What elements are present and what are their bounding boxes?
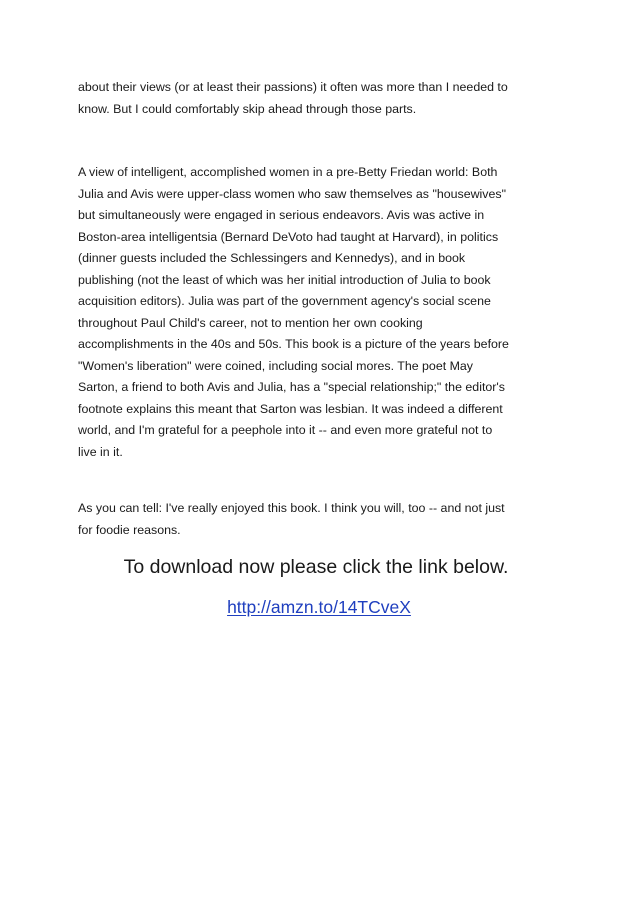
text-line: footnote explains this meant that Sarton was lesbian. It was indeed a different [78, 401, 503, 416]
text-line: about their views (or at least their passions) it often was more than I needed to [78, 80, 508, 94]
text-line: (dinner guests included the Schlessingers and Kennedys), and in book [78, 251, 466, 265]
text-line: "Women's liberation" were coined, including social mores. The poet May [78, 358, 474, 373]
text-line: throughout Paul Child's career, not to mention her own cooking [78, 315, 423, 330]
download-link-wrapper [0, 594, 638, 620]
text-line: publishing (not the least of which was her initial introduction of Julia to book [78, 272, 491, 287]
download-link[interactable]: http://amzn.to/14TCveX [227, 597, 411, 617]
paragraph-views [78, 77, 568, 120]
text-line: As you can tell: I've really enjoyed this book. I think you will, too -- and not just [78, 501, 505, 515]
text-line: acquisition editors). Julia was part of the government agency's social scene [78, 294, 491, 308]
text-line: know. But I could comfortably skip ahead through those parts. [78, 101, 417, 116]
text-line: Julia and Avis were upper-class women who saw themselves as "housewives" [78, 186, 506, 201]
text-line: Boston-area intelligentsia (Bernard DeVoto had taught at Harvard), in politics [78, 229, 499, 244]
text-line: accomplishments in the 40s and 50s. This book is a picture of the years before [78, 337, 509, 351]
paragraph-women-world [78, 162, 568, 463]
text-line: A view of intelligent, accomplished women in a pre-Betty Friedan world: Both [78, 165, 498, 179]
paragraph-conclusion [78, 498, 568, 541]
text-line: world, and I'm grateful for a peephole into it -- and even more grateful not to [78, 423, 493, 437]
text-line: but simultaneously were engaged in serious endeavors. Avis was active in [78, 208, 485, 222]
text-line: Sarton, a friend to both Avis and Julia, has a "special relationship;" the editor's [78, 380, 505, 394]
text-line: for foodie reasons. [78, 522, 181, 537]
download-prompt: To download now please click the link below. [123, 556, 509, 578]
text-line: live in it. [78, 444, 123, 459]
